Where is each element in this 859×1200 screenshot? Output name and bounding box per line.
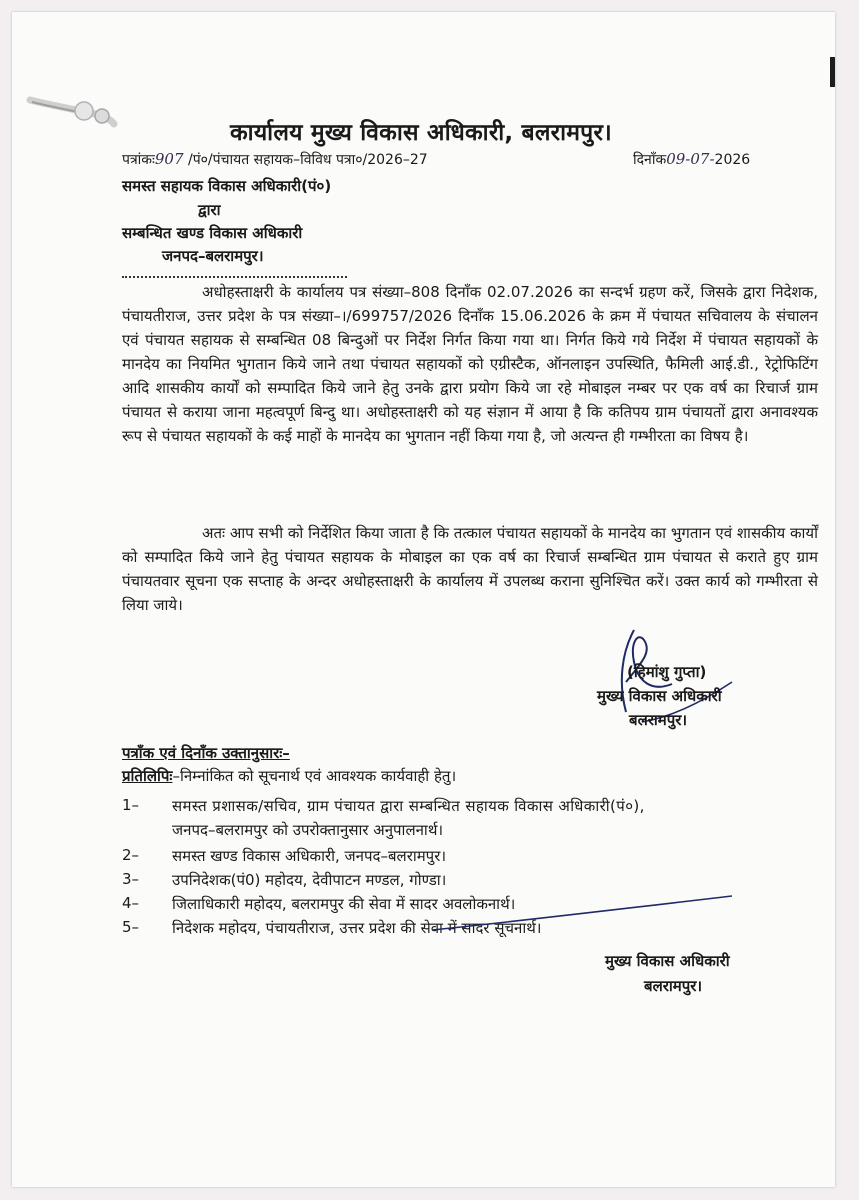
copy-label: प्रतिलिपिः	[122, 767, 173, 785]
addressee-line-3: सम्बन्धित खण्ड विकास अधिकारी	[122, 224, 303, 242]
date-year: 2026	[714, 152, 751, 168]
date-handwritten: 09-07-	[666, 150, 715, 168]
signatory-place: बलरामपुर।	[629, 711, 688, 729]
copy-heading	[122, 766, 456, 786]
signatory-designation: मुख्य विकास अधिकारी	[597, 687, 722, 705]
copy-2-line-1: समस्त खण्ड विकास अधिकारी, जनपद–बलरामपुर।	[172, 847, 447, 865]
ref-prefix: पत्रांकः	[122, 152, 155, 168]
copy-1-number: 1–	[122, 796, 140, 814]
ref-date-heading: पत्राँक एवं दिनाँक उक्तानुसारः–	[122, 744, 290, 762]
date-line	[633, 150, 750, 169]
office-title: कार्यालय मुख्य विकास अधिकारी, बलरामपुर।	[230, 120, 612, 146]
dotted-separator	[122, 270, 347, 278]
date-prefix: दिनाँक	[633, 152, 667, 168]
scan-edge-mark	[830, 57, 835, 87]
copy-1-line-1: समस्त प्रशासक/सचिव, ग्राम पंचायत द्वारा सम्बन्धित सहायक विकास अधिकारी(पं०),	[172, 797, 645, 815]
ref-number-handwritten: 907	[154, 150, 184, 168]
paper-clip-icon	[26, 94, 118, 130]
signature-stroke	[432, 892, 732, 932]
paragraph-2: अतः आप सभी को निर्देशित किया जाता है कि तत्काल पंचायत सहायकों के मानदेय का भुगतान एवं शासकीय कार्यों को सम्पादित किये जाने हेतु पंचायत सहायक के मोबाइल का एक वर्ष का रिचार्ज सम्बन्धित ग्राम पंचायत से कराते हुए ग्राम पंचायतवार सूचना एक सप्ताह के अन्दर अधोहस्ताक्षरी के कार्यालय में उपलब्ध कराना सुनिश्चित करें। उक्त कार्य को गम्भीरता से लिया जाये।	[122, 524, 818, 614]
copy-4-line-1: जिलाधिकारी महोदय, बलरामपुर की सेवा में सादर अवलोकनार्थ।	[172, 895, 516, 913]
paragraph-1: अधोहस्ताक्षरी के कार्यालय पत्र संख्या–808 दिनाँक 02.07.2026 का सन्दर्भ ग्रहण करें, जिसके द्वारा निदेशक, पंचायतीराज, उत्तर प्रदेश के पत्र संख्या–।/699757/2026 दिनाँक 15.06.2026 के क्रम में पंचायत सचिवालय के संचालन एवं पंचायत सहायक से सम्बन्धित 08 बिन्दुओं पर निर्देश निर्गत किया गया था। निर्गत किये गये निर्देश में पंचायत सहायकों के मानदेय का नियमित भुगतान किये जाने तथा पंचायत सहायकों को एग्रीस्टैक, ऑनलाइन उपस्थिति, फैमिली आई.डी., रेट्रोफिटिंग आदि शासकीय कार्यों को सम्पादित किये जाने हेतु उनके द्वारा प्रयोग किये जा रहे मोबाइल नम्बर पर एक वर्ष का रिचार्ज ग्राम पंचायत से कराया जाना महत्वपूर्ण बिन्दु था। अधोहस्ताक्षरी को यह संज्ञान में आया है कि कतिपय ग्राम पंचायतों द्वारा अनावश्यक रूप से पंचायत सहायकों के कई माहों के मानदेय का भुगतान नहीं किया गया है, जो अत्यन्त ही गम्भीरता का विषय है।	[122, 283, 818, 445]
addressee-line-4: जनपद–बलरामपुर।	[162, 247, 264, 265]
copy-4-number: 4–	[122, 894, 140, 912]
addressee-line-2: द्वारा	[198, 201, 221, 219]
copy-intro: –निम्नांकित को सूचनार्थ एवं आवश्यक कार्यवाही हेतु।	[172, 767, 457, 785]
copy-3-number: 3–	[122, 870, 140, 888]
copy-5-line-1: निदेशक महोदय, पंचायतीराज, उत्तर प्रदेश की सेवा में सादर सूचनार्थ।	[172, 919, 542, 937]
letter-sheet	[12, 12, 835, 1187]
copy-5-number: 5–	[122, 918, 140, 936]
ref-suffix: /पं०/पंचायत सहायक–विविध पत्रा०/2026–27	[187, 152, 428, 168]
closing-place: बलरामपुर।	[644, 977, 703, 995]
copy-1-line-2: जनपद–बलरामपुर को उपरोक्तानुसार अनुपालनार्थ।	[172, 821, 444, 839]
closing-designation: मुख्य विकास अधिकारी	[605, 952, 730, 970]
reference-line	[122, 150, 428, 169]
copy-2-number: 2–	[122, 846, 140, 864]
signatory-name: (हिमांशु गुप्ता)	[627, 663, 707, 681]
copy-3-line-1: उपनिदेशक(पं0) महोदय, देवीपाटन मण्डल, गोण्डा।	[172, 871, 447, 889]
addressee-line-1: समस्त सहायक विकास अधिकारी(पं०)	[122, 177, 332, 195]
